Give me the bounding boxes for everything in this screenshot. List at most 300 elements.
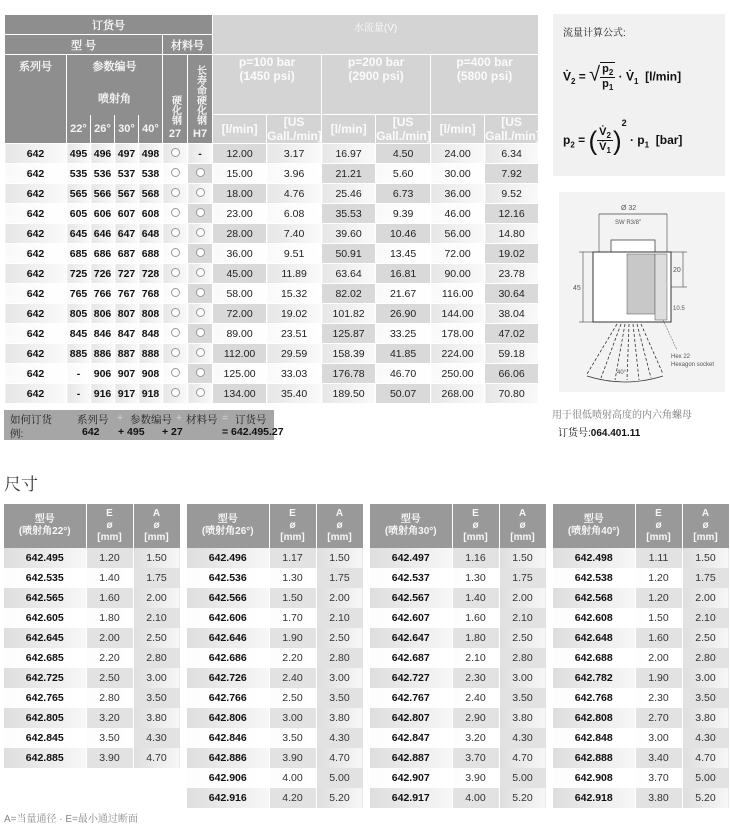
unit-us: [US [283,115,305,129]
a-value-cell: 3.00 [499,668,546,688]
param-value: + 495 [118,426,145,438]
a-value-cell: 2.80 [133,648,180,668]
order-row [5,144,539,164]
flow-value-cell: 189.50 [322,384,376,404]
dim-row [187,788,363,808]
e-value-cell: 3.70 [635,768,682,788]
dim-row [370,608,546,628]
series-no-cell: 642 [5,304,67,324]
material-27-availability [163,224,188,244]
dim-row [553,708,729,728]
param-no-cell: 807 [115,304,139,324]
series-no-cell: 642 [5,324,67,344]
model-cell: 642.916 [187,788,269,808]
material-27-availability [163,384,188,404]
header-line: [mm] [280,532,305,543]
param-no-cell: 918 [139,384,163,404]
a-value-cell: 2.00 [316,588,363,608]
dim-row [187,588,363,608]
available-circle-icon [196,308,205,317]
dim-row [553,768,729,788]
angle-label: 40° [617,370,627,376]
header-type: 型 号 [5,35,163,55]
flow-value-cell: 21.67 [376,284,431,304]
e-value-cell: 1.60 [452,608,499,628]
header-unit-gal-100 [267,115,322,144]
material-27-availability [163,244,188,264]
flow-value-cell: 112.00 [213,344,267,364]
e-value-cell: 3.20 [452,728,499,748]
e-value-cell: 1.20 [86,548,133,568]
a-value-cell: 1.75 [316,568,363,588]
dim-row [187,628,363,648]
model-cell: 642.535 [4,568,86,588]
model-cell: 642.727 [370,668,452,688]
flow-value-cell: 35.53 [322,204,376,224]
a-value-cell: 2.00 [682,588,729,608]
a-value-cell: 1.75 [682,568,729,588]
param-no-cell: 906 [91,364,115,384]
flow-value-cell: 50.91 [322,244,376,264]
a-value-cell: 4.30 [682,728,729,748]
param-no-cell: - [67,384,91,404]
param-no-cell: 727 [115,264,139,284]
header-model-angle: (喷射角26°) [201,526,254,537]
series-no-cell: 642 [5,224,67,244]
flow-value-cell: 18.00 [213,184,267,204]
flow-value-cell: 33.03 [267,364,322,384]
a-value-cell: 2.10 [499,608,546,628]
model-cell: 642.805 [4,708,86,728]
model-cell: 642.647 [370,628,452,648]
a-value-cell: 4.30 [316,728,363,748]
model-cell: 642.497 [370,548,452,568]
dim-row [4,748,180,768]
flow-value-cell: 23.78 [485,264,539,284]
e-value-cell: 3.90 [269,748,316,768]
a-value-cell: 2.10 [316,608,363,628]
flow-value-cell: 12.16 [485,204,539,224]
a-value-cell: 4.70 [499,748,546,768]
model-cell: 642.888 [553,748,635,768]
dim-105-label: 10.5 [673,306,685,312]
header-order-no: 订货号 [5,15,213,35]
header-line: E [472,508,479,519]
flow-value-cell: 33.25 [376,324,431,344]
dim-row [187,688,363,708]
header-pressure-200 [322,55,431,115]
e-value-cell: 1.16 [452,548,499,568]
param-no-cell: 767 [115,284,139,304]
flow-value-cell: 41.85 [376,344,431,364]
header-e-diameter [269,504,316,548]
model-cell: 642.846 [187,728,269,748]
flow-value-cell: 15.32 [267,284,322,304]
dim-table-22 [4,504,181,768]
e-value-cell: 4.00 [452,788,499,808]
header-material-no: 材料号 [163,35,213,55]
param-no-cell: 537 [115,164,139,184]
order-row [5,284,539,304]
e-value-cell: 1.40 [452,588,499,608]
model-cell: 642.566 [187,588,269,608]
e-value-cell: 2.30 [635,688,682,708]
e-value-cell: 2.20 [86,648,133,668]
dim-row [187,768,363,788]
drawing-caption: 用于很低喷射高度的内六角螺母 [552,410,692,421]
e-value-cell: 2.00 [86,628,133,648]
dim-row [553,568,729,588]
e-value-cell: 1.40 [86,568,133,588]
material-code-h7: H7 [193,128,208,140]
param-no-cell: 805 [67,304,91,324]
e-value-cell: 1.80 [452,628,499,648]
a-value-cell: 3.00 [133,668,180,688]
model-cell: 642.845 [4,728,86,748]
param-no-cell: 846 [91,324,115,344]
a-value-cell: 1.50 [499,548,546,568]
a-value-cell: 1.75 [133,568,180,588]
series-no-cell: 642 [5,244,67,264]
material-h7-availability [188,164,213,184]
param-no-cell: 885 [67,344,91,364]
material-label: 材料号 [186,414,218,426]
flow-value-cell: 125.00 [213,364,267,384]
available-circle-icon [171,288,180,297]
header-line: ø [702,520,709,531]
available-circle-icon [171,388,180,397]
model-cell: 642.495 [4,548,86,568]
flow-value-cell: 6.34 [485,144,539,164]
available-circle-icon [171,348,180,357]
model-cell: 642.608 [553,608,635,628]
param-no-cell: 568 [139,184,163,204]
e-value-cell: 2.80 [86,688,133,708]
param-no-cell: 907 [115,364,139,384]
unit-us: [US [392,115,414,129]
e-value-cell: 1.20 [635,588,682,608]
e-value-cell: 3.50 [269,728,316,748]
available-circle-icon [171,368,180,377]
e-value-cell: 1.80 [86,608,133,628]
material-h7-availability [188,324,213,344]
a-value-cell: 1.50 [316,548,363,568]
series-no-cell: 642 [5,204,67,224]
param-no-cell: 688 [139,244,163,264]
header-series-no: 系列号 [5,55,67,144]
header-e-diameter [86,504,133,548]
param-no-cell: - [67,364,91,384]
header-unit-lmin-400: [l/min] [431,115,485,144]
model-cell: 642.536 [187,568,269,588]
dim-table-40 [553,504,730,808]
model-cell: 642.765 [4,688,86,708]
param-no-cell: 538 [139,164,163,184]
flow-value-cell: 90.00 [431,264,485,284]
order-row [5,224,539,244]
header-line: ø [289,520,296,531]
material-27-availability [163,284,188,304]
a-value-cell: 4.70 [133,748,180,768]
a-value-cell: 5.00 [682,768,729,788]
model-cell: 642.907 [370,768,452,788]
header-model-label: 型号 [34,514,55,525]
dim-row [553,688,729,708]
flow-value-cell: 4.50 [376,144,431,164]
order-row [5,344,539,364]
flow-value-cell: 66.06 [485,364,539,384]
param-no-cell: 496 [91,144,115,164]
header-line: [mm] [510,532,535,543]
material-h7-availability [188,184,213,204]
e-value-cell: 1.70 [269,608,316,628]
model-cell: 642.688 [553,648,635,668]
model-cell: 642.906 [187,768,269,788]
flow-value-cell: 9.51 [267,244,322,264]
header-line: ø [336,520,343,531]
flow-value-cell: 23.51 [267,324,322,344]
dim-row [370,788,546,808]
param-no-cell: 536 [91,164,115,184]
param-no-cell: 535 [67,164,91,184]
material-h7-availability [188,304,213,324]
flow-value-cell: 24.00 [431,144,485,164]
unit-gall: Gall./min] [376,129,431,143]
flow-value-cell: 144.00 [431,304,485,324]
drawing-order-label: 订货号: [558,428,591,439]
plus-sign: + [117,412,124,424]
material-27-availability [163,344,188,364]
header-line: ø [472,520,479,531]
flow-value-cell: 50.07 [376,384,431,404]
material-27-availability [163,164,188,184]
dim-row [553,608,729,628]
model-cell: 642.567 [370,588,452,608]
e-value-cell: 2.70 [635,708,682,728]
a-value-cell: 2.80 [316,648,363,668]
param-no-cell: 646 [91,224,115,244]
header-a-diameter [133,504,180,548]
model-cell: 642.808 [553,708,635,728]
e-value-cell: 1.60 [635,628,682,648]
dim-thread-label: SW R3/8" [615,220,642,226]
a-value-cell: 3.80 [133,708,180,728]
model-cell: 642.768 [553,688,635,708]
flow-value-cell: 268.00 [431,384,485,404]
a-value-cell: 1.50 [682,548,729,568]
material-h7-availability [188,144,213,164]
order-no-label: 订货号 [235,414,267,426]
flow-value-cell: 16.97 [322,144,376,164]
flow-value-cell: 178.00 [431,324,485,344]
header-unit-gal-200 [376,115,431,144]
a-value-cell: 3.50 [682,688,729,708]
dim-row [370,588,546,608]
pressure-400-line1: p=400 bar [456,55,513,69]
header-model-angle: (喷射角30°) [384,526,437,537]
param-no-cell: 845 [67,324,91,344]
model-cell: 642.537 [370,568,452,588]
header-material-h7 [188,55,213,144]
model-cell: 642.886 [187,748,269,768]
flow-value-cell: 158.39 [322,344,376,364]
material-h7-availability [188,384,213,404]
header-angle-22: 22° [67,115,91,144]
model-cell: 642.648 [553,628,635,648]
header-line: [mm] [144,532,169,543]
flow-value-cell: 3.96 [267,164,322,184]
e-value-cell: 2.40 [269,668,316,688]
series-no-cell: 642 [5,284,67,304]
dim-row [4,568,180,588]
param-no-cell: 566 [91,184,115,204]
flow-value-cell: 7.40 [267,224,322,244]
dim-row [370,568,546,588]
dim-row [187,568,363,588]
param-no-cell: 768 [139,284,163,304]
flow-formula-box [553,14,725,176]
flow-value-cell: 6.73 [376,184,431,204]
dim-diameter-label: Ø 32 [621,205,637,212]
available-circle-icon [196,348,205,357]
material-value: + 27 [162,426,183,438]
material-27-availability [163,304,188,324]
dim-row [553,668,729,688]
e-value-cell: 2.00 [635,648,682,668]
dim-row [4,708,180,728]
dim-row [187,648,363,668]
header-line: A [152,508,161,519]
dim-row [4,728,180,748]
param-no-cell: 728 [139,264,163,284]
flow-value-cell: 36.00 [431,184,485,204]
header-material-27 [163,55,188,144]
header-flow-title: 水流量(V̇) [213,15,539,55]
a-value-cell: 5.20 [499,788,546,808]
model-cell: 642.646 [187,628,269,648]
header-angle-26: 26° [91,115,115,144]
pressure-400-line2: (5800 psi) [456,69,513,83]
available-circle-icon [171,328,180,337]
flow-value-cell: 116.00 [431,284,485,304]
a-value-cell: 5.00 [316,768,363,788]
flow-value-cell: 46.70 [376,364,431,384]
dim-row [370,648,546,668]
param-no-cell: 766 [91,284,115,304]
how-to-order-label: 如何订货 [10,414,52,426]
a-value-cell: 3.80 [316,708,363,728]
a-value-cell: 2.50 [499,628,546,648]
model-cell: 642.606 [187,608,269,628]
e-value-cell: 1.60 [86,588,133,608]
header-line: [mm] [97,532,122,543]
e-value-cell: 3.00 [635,728,682,748]
header-pressure-100 [213,55,322,115]
header-line: [mm] [693,532,718,543]
drawing-order-value: 064.401.11 [590,428,641,439]
flow-value-cell: 35.40 [267,384,322,404]
flow-value-cell: 70.80 [485,384,539,404]
param-no-cell: 498 [139,144,163,164]
flow-value-cell: 56.00 [431,224,485,244]
material-h7-availability [188,284,213,304]
available-circle-icon [196,168,205,177]
e-value-cell: 1.90 [635,668,682,688]
e-value-cell: 2.50 [86,668,133,688]
header-model-label: 型号 [583,514,604,525]
a-value-cell: 3.00 [316,668,363,688]
param-no-cell: 725 [67,264,91,284]
order-row [5,304,539,324]
param-label: 参数编号 [130,414,172,426]
flow-value-cell: 16.81 [376,264,431,284]
available-circle-icon [196,248,205,257]
available-circle-icon [196,388,205,397]
a-value-cell: 2.10 [133,608,180,628]
header-unit-lmin-100: [l/min] [213,115,267,144]
param-no-cell: 847 [115,324,139,344]
header-model [370,504,452,548]
flow-value-cell: 101.82 [322,304,376,324]
header-line: A [335,508,344,519]
e-value-cell: 1.20 [635,568,682,588]
a-value-cell: 4.70 [682,748,729,768]
header-line: ø [519,520,526,531]
e-value-cell: 4.00 [269,768,316,788]
order-row [5,264,539,284]
a-value-cell: 4.70 [316,748,363,768]
e-value-cell: 3.50 [86,728,133,748]
param-no-cell: 888 [139,344,163,364]
dim-row [370,728,546,748]
dim-row [4,628,180,648]
a-value-cell: 4.30 [499,728,546,748]
model-cell: 642.806 [187,708,269,728]
material-h7-availability [188,344,213,364]
dim-row [553,548,729,568]
header-line: E [655,508,662,519]
a-value-cell: 2.00 [133,588,180,608]
param-no-cell: 916 [91,384,115,404]
header-line: [mm] [463,532,488,543]
flow-value-cell: 9.52 [485,184,539,204]
material-h7-availability [188,364,213,384]
e-value-cell: 2.30 [452,668,499,688]
e-value-cell: 3.90 [452,768,499,788]
header-line: A [518,508,527,519]
material-27-availability [163,324,188,344]
dim-row [370,628,546,648]
model-cell: 642.565 [4,588,86,608]
e-value-cell: 1.50 [635,608,682,628]
model-cell: 642.686 [187,648,269,668]
e-value-cell: 3.20 [86,708,133,728]
a-value-cell: 3.80 [499,708,546,728]
flow-value-cell: 29.59 [267,344,322,364]
e-value-cell: 1.17 [269,548,316,568]
material-name-hardened-steel: 硬化钢 [169,95,181,125]
flow-value-cell: 23.00 [213,204,267,224]
header-model-label: 型号 [217,514,238,525]
flow-value-cell: 45.00 [213,264,267,284]
order-table [4,14,539,404]
model-cell: 642.782 [553,668,635,688]
dim-height-label: 45 [573,285,581,292]
param-no-cell: 606 [91,204,115,224]
flow-value-cell: 6.08 [267,204,322,224]
available-circle-icon [196,288,205,297]
e-value-cell: 1.11 [635,548,682,568]
